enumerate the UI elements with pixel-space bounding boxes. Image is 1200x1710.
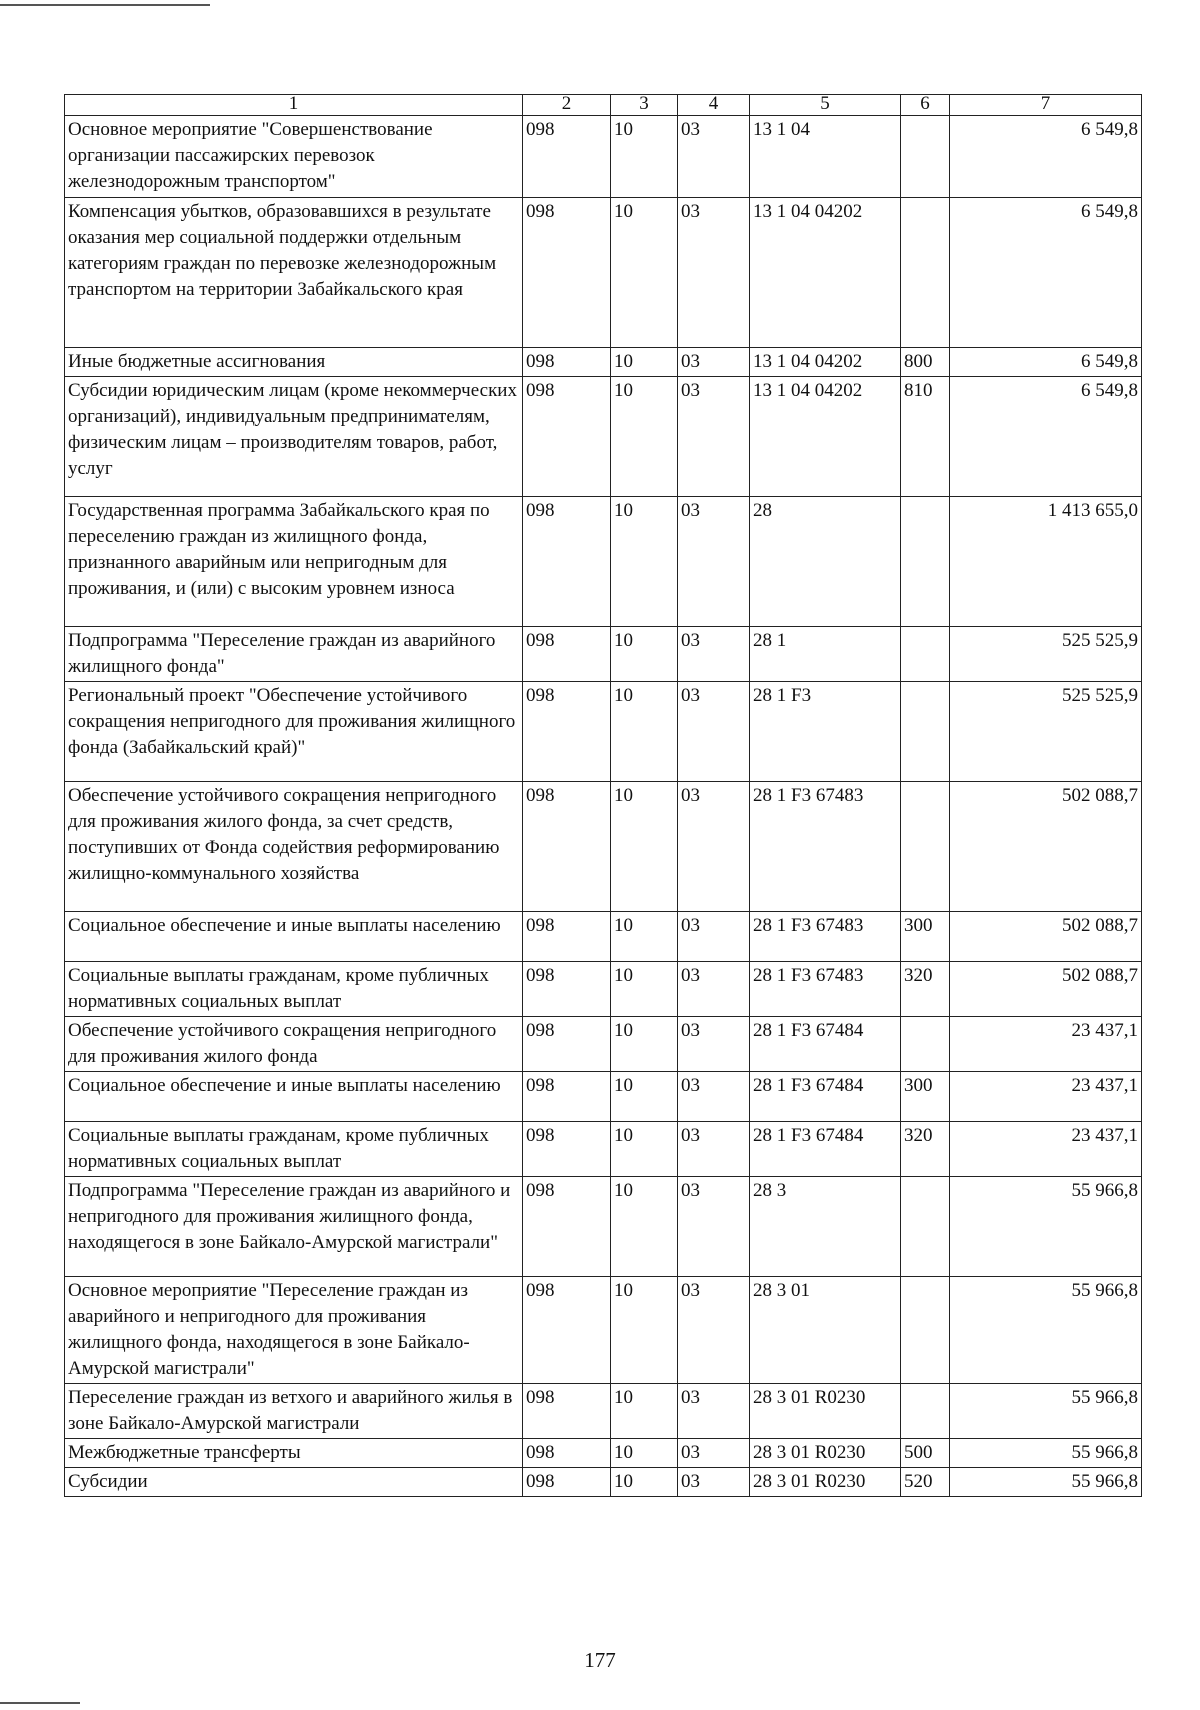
table-row <box>65 1468 1142 1497</box>
row-code-cell: 098 <box>523 1072 611 1122</box>
row-expense-type-cell <box>901 1384 950 1439</box>
table-row <box>65 627 1142 682</box>
row-target-article-cell: 28 1 F3 <box>750 682 901 782</box>
row-section-cell: 10 <box>611 348 678 377</box>
row-expense-type-cell <box>901 1177 950 1277</box>
table-row <box>65 1017 1142 1072</box>
row-name-cell: Государственная программа Забайкальского края по переселению граждан из жилищного фонда, признанного аварийным или непригодным для проживания, и (или) с высоким уровнем износа <box>65 497 523 627</box>
row-amount-cell: 55 966,8 <box>950 1277 1142 1384</box>
column-header-4: 4 <box>678 95 750 116</box>
table-row <box>65 782 1142 912</box>
row-target-article-cell: 13 1 04 04202 <box>750 198 901 348</box>
row-expense-type-cell: 320 <box>901 1122 950 1177</box>
top-scan-rule <box>0 4 210 6</box>
row-code-cell: 098 <box>523 1384 611 1439</box>
row-target-article-cell: 28 3 01 R0230 <box>750 1439 901 1468</box>
row-target-article-cell: 13 1 04 04202 <box>750 377 901 497</box>
page-number: 177 <box>584 1648 616 1672</box>
row-name-cell: Компенсация убытков, образовавшихся в результате оказания мер социальной поддержки отдельным категориям граждан по перевозке железнодорожным транспортом на территории Забайкальского края <box>65 198 523 348</box>
table-row <box>65 962 1142 1017</box>
row-amount-cell: 55 966,8 <box>950 1177 1142 1277</box>
row-code-cell: 098 <box>523 198 611 348</box>
row-section-cell: 10 <box>611 1072 678 1122</box>
row-expense-type-cell <box>901 497 950 627</box>
row-code-cell: 098 <box>523 962 611 1017</box>
row-name-cell: Социальные выплаты гражданам, кроме публичных нормативных социальных выплат <box>65 962 523 1017</box>
row-expense-type-cell <box>901 782 950 912</box>
column-header-1: 1 <box>65 95 523 116</box>
row-subsection-cell: 03 <box>678 377 750 497</box>
column-header-5: 5 <box>750 95 901 116</box>
row-section-cell: 10 <box>611 116 678 198</box>
table-row <box>65 198 1142 348</box>
row-expense-type-cell <box>901 627 950 682</box>
row-subsection-cell: 03 <box>678 116 750 198</box>
row-expense-type-cell: 800 <box>901 348 950 377</box>
row-expense-type-cell: 300 <box>901 912 950 962</box>
row-name-cell: Субсидии <box>65 1468 523 1497</box>
row-section-cell: 10 <box>611 912 678 962</box>
row-target-article-cell: 28 <box>750 497 901 627</box>
row-name-cell: Основное мероприятие "Переселение граждан из аварийного и непригодного для проживания жилищного фонда, находящегося в зоне Байкало-Амурской магистрали" <box>65 1277 523 1384</box>
row-section-cell: 10 <box>611 682 678 782</box>
row-code-cell: 098 <box>523 348 611 377</box>
table-body <box>65 116 1142 1497</box>
table-row <box>65 1439 1142 1468</box>
table-row <box>65 1384 1142 1439</box>
row-name-cell: Обеспечение устойчивого сокращения непригодного для проживания жилого фонда, за счет средств, поступивших от Фонда содействия реформированию жилищно-коммунального хозяйства <box>65 782 523 912</box>
row-amount-cell: 23 437,1 <box>950 1072 1142 1122</box>
row-target-article-cell: 28 1 F3 67483 <box>750 782 901 912</box>
row-subsection-cell: 03 <box>678 1122 750 1177</box>
row-name-cell: Переселение граждан из ветхого и аварийного жилья в зоне Байкало-Амурской магистрали <box>65 1384 523 1439</box>
row-section-cell: 10 <box>611 962 678 1017</box>
row-section-cell: 10 <box>611 497 678 627</box>
row-amount-cell: 23 437,1 <box>950 1122 1142 1177</box>
row-subsection-cell: 03 <box>678 682 750 782</box>
row-target-article-cell: 28 3 01 R0230 <box>750 1384 901 1439</box>
row-target-article-cell: 28 3 01 R0230 <box>750 1468 901 1497</box>
row-code-cell: 098 <box>523 1439 611 1468</box>
row-amount-cell: 1 413 655,0 <box>950 497 1142 627</box>
header-row <box>65 95 1142 116</box>
row-target-article-cell: 28 3 <box>750 1177 901 1277</box>
row-code-cell: 098 <box>523 627 611 682</box>
row-name-cell: Межбюджетные трансферты <box>65 1439 523 1468</box>
row-expense-type-cell: 810 <box>901 377 950 497</box>
row-subsection-cell: 03 <box>678 1439 750 1468</box>
row-name-cell: Подпрограмма "Переселение граждан из аварийного жилищного фонда" <box>65 627 523 682</box>
row-amount-cell: 55 966,8 <box>950 1468 1142 1497</box>
table-row <box>65 682 1142 782</box>
column-header-2: 2 <box>523 95 611 116</box>
bottom-scan-rule <box>0 1702 80 1704</box>
row-section-cell: 10 <box>611 627 678 682</box>
table-row <box>65 377 1142 497</box>
row-target-article-cell: 13 1 04 <box>750 116 901 198</box>
row-code-cell: 098 <box>523 116 611 198</box>
table-row <box>65 1072 1142 1122</box>
row-target-article-cell: 28 1 F3 67483 <box>750 912 901 962</box>
row-amount-cell: 502 088,7 <box>950 962 1142 1017</box>
row-name-cell: Субсидии юридическим лицам (кроме некоммерческих организаций), индивидуальным предпринимателям, физическим лицам – производителям товаров, работ, услуг <box>65 377 523 497</box>
row-amount-cell: 23 437,1 <box>950 1017 1142 1072</box>
table-row <box>65 1122 1142 1177</box>
row-section-cell: 10 <box>611 1384 678 1439</box>
row-subsection-cell: 03 <box>678 1277 750 1384</box>
row-name-cell: Основное мероприятие "Совершенствование организации пассажирских перевозок железнодорожным транспортом" <box>65 116 523 198</box>
table-row <box>65 497 1142 627</box>
row-subsection-cell: 03 <box>678 198 750 348</box>
row-subsection-cell: 03 <box>678 962 750 1017</box>
row-code-cell: 098 <box>523 377 611 497</box>
row-expense-type-cell: 520 <box>901 1468 950 1497</box>
row-code-cell: 098 <box>523 782 611 912</box>
row-subsection-cell: 03 <box>678 1384 750 1439</box>
row-subsection-cell: 03 <box>678 348 750 377</box>
row-code-cell: 098 <box>523 682 611 782</box>
row-section-cell: 10 <box>611 1122 678 1177</box>
row-subsection-cell: 03 <box>678 1072 750 1122</box>
row-amount-cell: 6 549,8 <box>950 116 1142 198</box>
row-amount-cell: 6 549,8 <box>950 377 1142 497</box>
column-header-3: 3 <box>611 95 678 116</box>
table-row <box>65 912 1142 962</box>
row-expense-type-cell <box>901 198 950 348</box>
row-section-cell: 10 <box>611 377 678 497</box>
row-subsection-cell: 03 <box>678 627 750 682</box>
row-code-cell: 098 <box>523 1277 611 1384</box>
row-section-cell: 10 <box>611 1017 678 1072</box>
row-name-cell: Региональный проект "Обеспечение устойчивого сокращения непригодного для проживания жилищного фонда (Забайкальский край)" <box>65 682 523 782</box>
row-subsection-cell: 03 <box>678 782 750 912</box>
row-amount-cell: 6 549,8 <box>950 348 1142 377</box>
row-subsection-cell: 03 <box>678 1017 750 1072</box>
row-section-cell: 10 <box>611 1177 678 1277</box>
row-code-cell: 098 <box>523 1468 611 1497</box>
row-amount-cell: 525 525,9 <box>950 682 1142 782</box>
row-target-article-cell: 28 1 F3 67483 <box>750 962 901 1017</box>
row-amount-cell: 502 088,7 <box>950 912 1142 962</box>
row-expense-type-cell <box>901 116 950 198</box>
table-row <box>65 348 1142 377</box>
row-amount-cell: 525 525,9 <box>950 627 1142 682</box>
row-name-cell: Социальные выплаты гражданам, кроме публичных нормативных социальных выплат <box>65 1122 523 1177</box>
row-target-article-cell: 13 1 04 04202 <box>750 348 901 377</box>
row-section-cell: 10 <box>611 782 678 912</box>
row-section-cell: 10 <box>611 1468 678 1497</box>
column-header-7: 7 <box>950 95 1142 116</box>
row-code-cell: 098 <box>523 1017 611 1072</box>
table-row <box>65 116 1142 198</box>
row-name-cell: Обеспечение устойчивого сокращения непригодного для проживания жилого фонда <box>65 1017 523 1072</box>
budget-table <box>64 94 1142 1497</box>
row-expense-type-cell <box>901 682 950 782</box>
row-expense-type-cell: 500 <box>901 1439 950 1468</box>
row-subsection-cell: 03 <box>678 912 750 962</box>
row-section-cell: 10 <box>611 1277 678 1384</box>
row-expense-type-cell <box>901 1017 950 1072</box>
row-target-article-cell: 28 1 <box>750 627 901 682</box>
row-expense-type-cell <box>901 1277 950 1384</box>
row-code-cell: 098 <box>523 1122 611 1177</box>
row-target-article-cell: 28 1 F3 67484 <box>750 1072 901 1122</box>
row-amount-cell: 55 966,8 <box>950 1439 1142 1468</box>
row-amount-cell: 55 966,8 <box>950 1384 1142 1439</box>
column-header-6: 6 <box>901 95 950 116</box>
row-name-cell: Социальное обеспечение и иные выплаты населению <box>65 912 523 962</box>
row-section-cell: 10 <box>611 1439 678 1468</box>
row-code-cell: 098 <box>523 1177 611 1277</box>
row-target-article-cell: 28 1 F3 67484 <box>750 1017 901 1072</box>
row-target-article-cell: 28 3 01 <box>750 1277 901 1384</box>
row-amount-cell: 502 088,7 <box>950 782 1142 912</box>
row-name-cell: Подпрограмма "Переселение граждан из аварийного и непригодного для проживания жилищного фонда, находящегося в зоне Байкало-Амурской магистрали" <box>65 1177 523 1277</box>
table-row <box>65 1177 1142 1277</box>
row-target-article-cell: 28 1 F3 67484 <box>750 1122 901 1177</box>
row-subsection-cell: 03 <box>678 497 750 627</box>
table-row <box>65 1277 1142 1384</box>
row-expense-type-cell: 300 <box>901 1072 950 1122</box>
row-section-cell: 10 <box>611 198 678 348</box>
row-code-cell: 098 <box>523 912 611 962</box>
row-subsection-cell: 03 <box>678 1177 750 1277</box>
row-expense-type-cell: 320 <box>901 962 950 1017</box>
row-name-cell: Социальное обеспечение и иные выплаты населению <box>65 1072 523 1122</box>
row-code-cell: 098 <box>523 497 611 627</box>
row-name-cell: Иные бюджетные ассигнования <box>65 348 523 377</box>
row-subsection-cell: 03 <box>678 1468 750 1497</box>
row-amount-cell: 6 549,8 <box>950 198 1142 348</box>
